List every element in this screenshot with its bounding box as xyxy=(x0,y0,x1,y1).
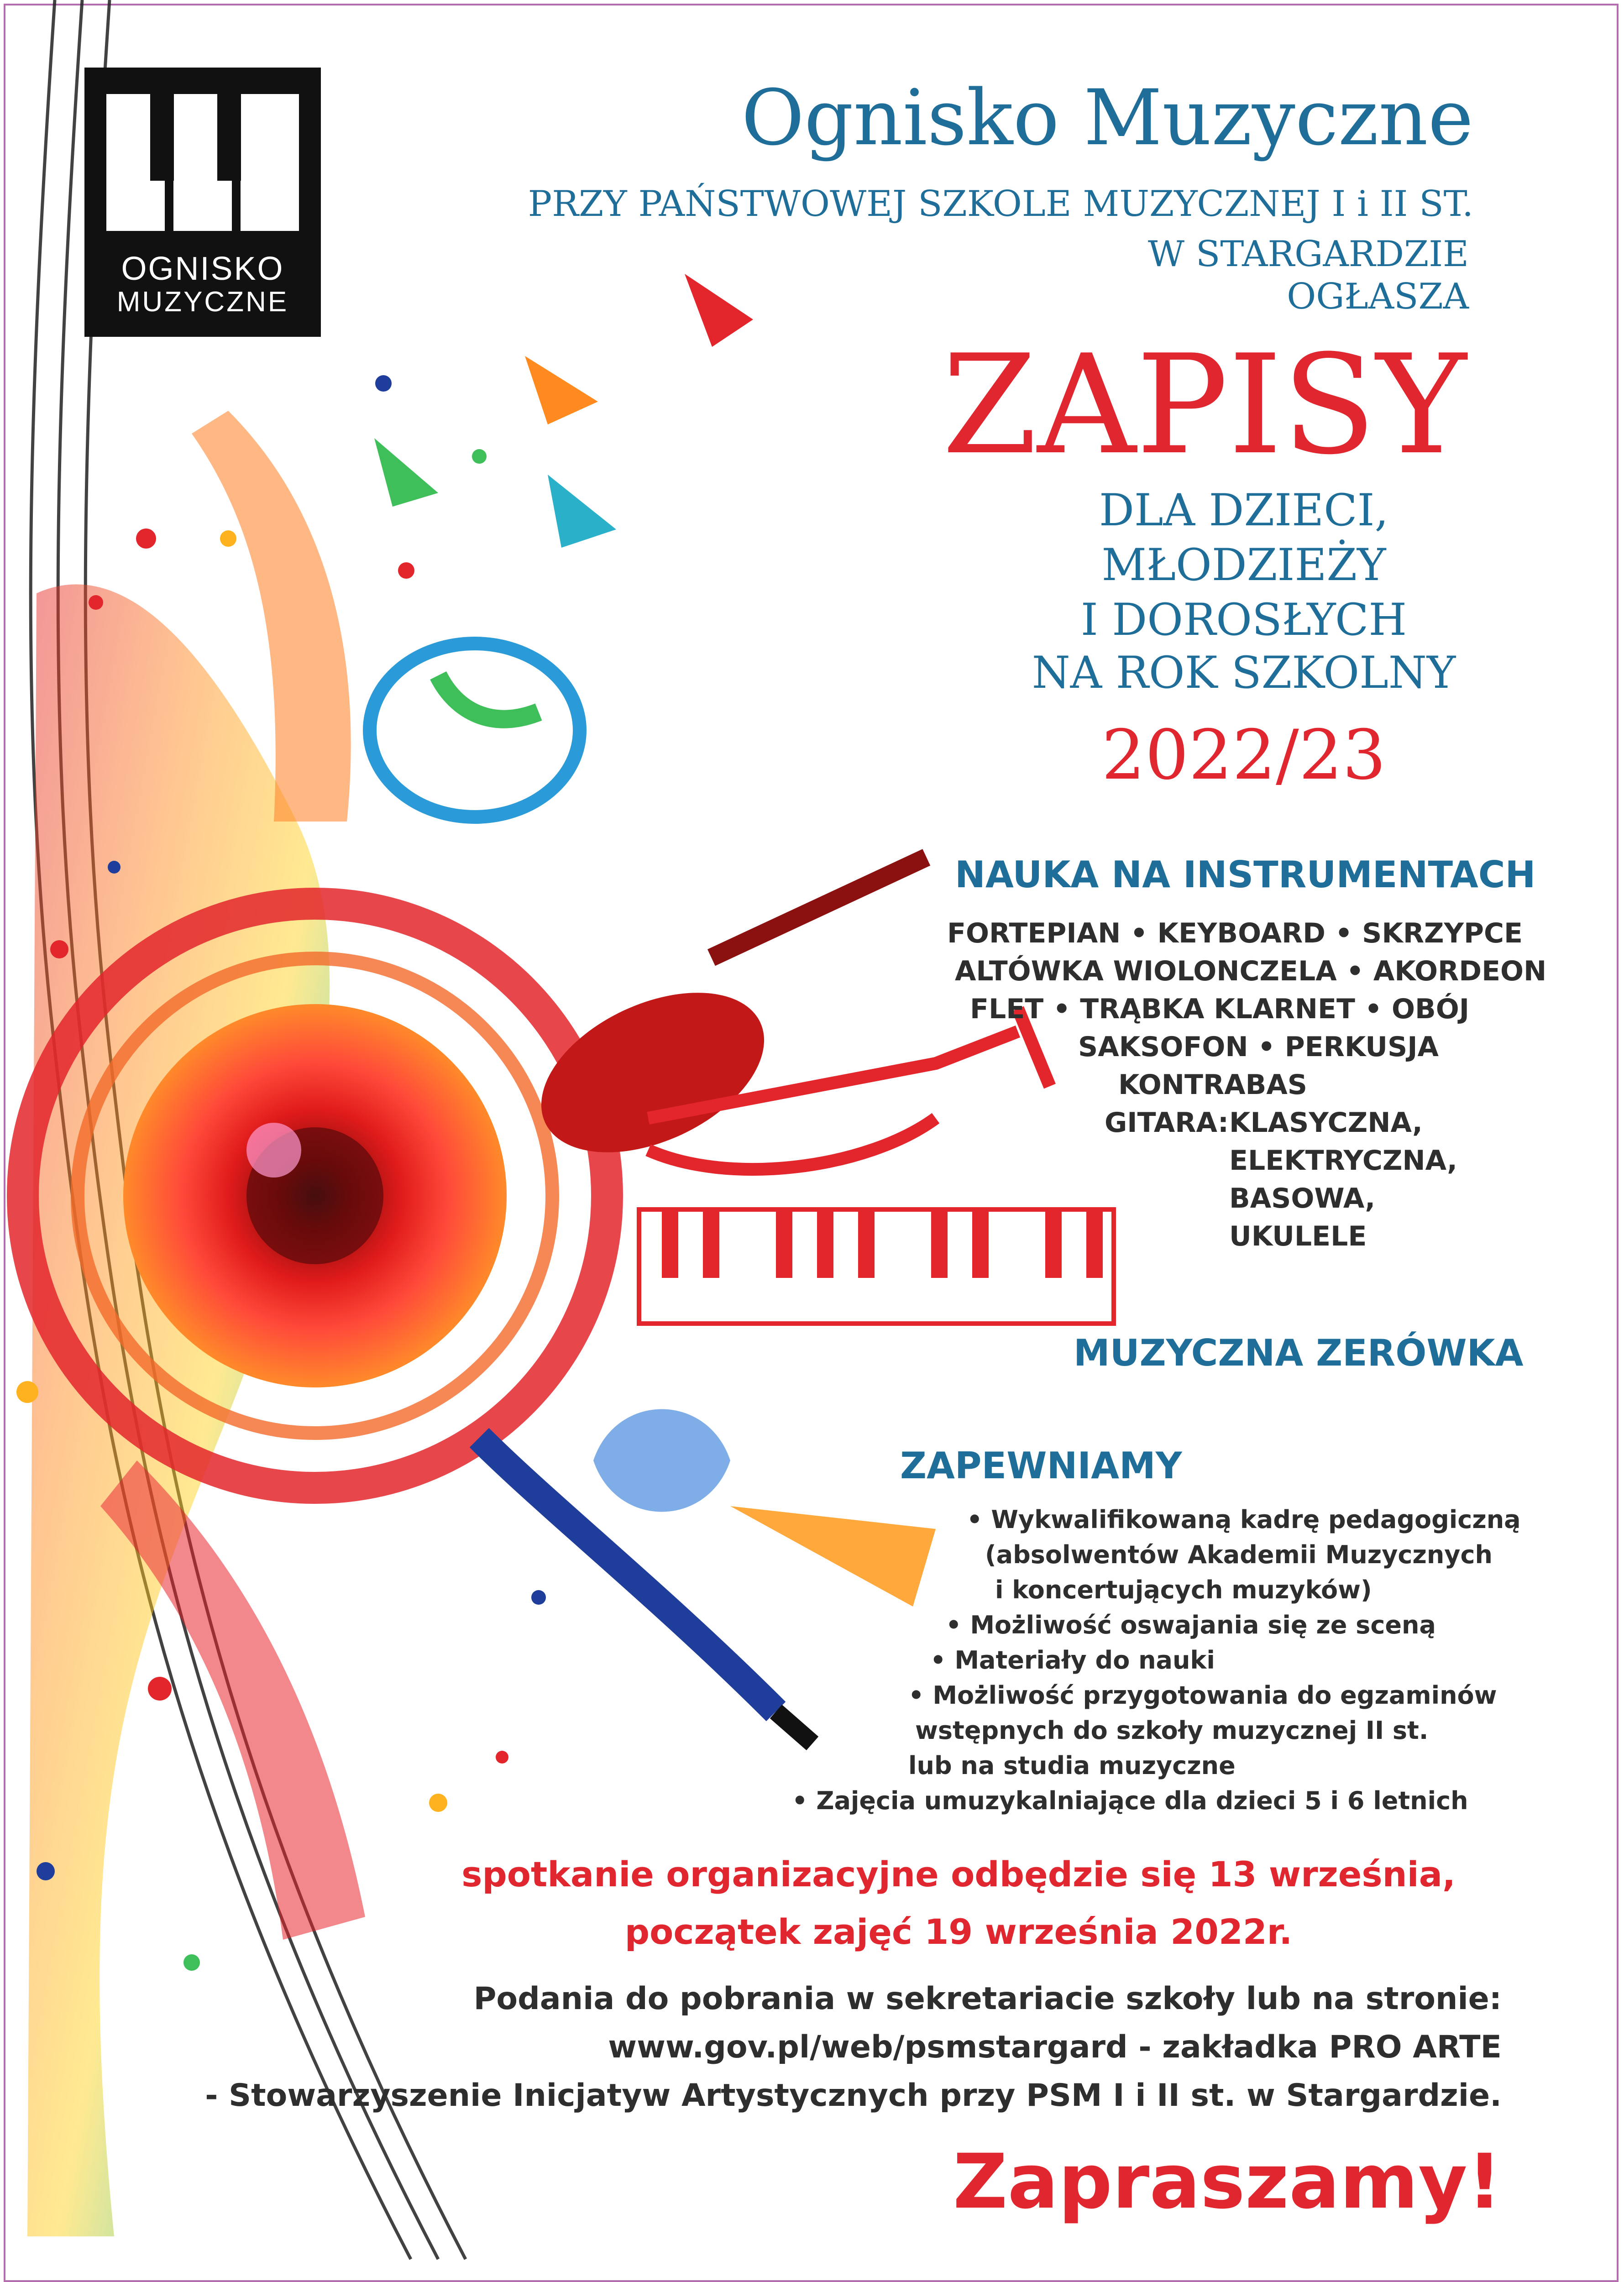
offer-line: • Materiały do nauki xyxy=(930,1646,1215,1675)
subtitle-city: W STARGARDZIE xyxy=(1147,234,1469,275)
audience-line: DLA DZIECI, xyxy=(1099,485,1389,536)
offer-line: (absolwentów Akademii Muzycznych xyxy=(985,1540,1493,1569)
page-title: Ognisko Muzyczne xyxy=(741,73,1473,162)
subtitle-announces: OGŁASZA xyxy=(1287,276,1469,317)
guitar-type: BASOWA, xyxy=(1229,1183,1376,1214)
offer-line: • Możliwość przygotowania do egzaminów xyxy=(908,1681,1497,1710)
offer-line: wstępnych do szkoły muzycznej II st. xyxy=(915,1716,1429,1745)
zerowka-heading: MUZYCZNA ZERÓWKA xyxy=(1074,1332,1524,1374)
info-website: www.gov.pl/web/psmstargard - zakładka PRO ARTE xyxy=(608,2029,1502,2065)
headline-zapisy: ZAPISY xyxy=(942,325,1467,485)
piano-keys-icon xyxy=(106,94,299,267)
logo-text-line1: OGNISKO xyxy=(121,251,284,287)
instruments-line: FORTEPIAN • KEYBOARD • SKRZYPCE xyxy=(947,917,1523,949)
meeting-line: spotkanie organizacyjne odbędzie się 13 września, xyxy=(461,1854,1456,1895)
ognisko-logo xyxy=(84,68,321,337)
guitar-type: UKULELE xyxy=(1229,1220,1367,1252)
audience-line: NA ROK SZKOLNY xyxy=(1032,647,1456,698)
audience-line: I DOROSŁYCH xyxy=(1080,594,1407,645)
guitar-type: KLASYCZNA, xyxy=(1229,1107,1423,1139)
logo-text-line2: MUZYCZNE xyxy=(116,286,289,318)
offer-line: • Możliwość oswajania się ze sceną xyxy=(946,1611,1436,1639)
offer-line: i koncertujących muzyków) xyxy=(995,1575,1372,1604)
audience-line: MŁODZIEŻY xyxy=(1101,539,1386,591)
subtitle-school: PRZY PAŃSTWOWEJ SZKOLE MUZYCZNEJ I i II ST. xyxy=(528,183,1473,225)
instruments-line: FLET • TRĄBKA KLARNET • OBÓJ xyxy=(970,993,1470,1025)
offer-line: • Wykwalifikowaną kadrę pedagogiczną xyxy=(967,1505,1521,1534)
guitar-type: ELEKTRYCZNA, xyxy=(1229,1145,1457,1177)
instruments-line: ALTÓWKA WIOLONCZELA • AKORDEON xyxy=(955,955,1547,987)
instruments-heading: NAUKA NA INSTRUMENTACH xyxy=(955,853,1536,896)
guitar-label: GITARA: xyxy=(1105,1107,1229,1139)
instruments-line: KONTRABAS xyxy=(1118,1069,1307,1101)
school-year: 2022/23 xyxy=(1101,716,1386,795)
offer-line: lub na studia muzyczne xyxy=(908,1751,1236,1780)
instruments-line: SAKSOFON • PERKUSJA xyxy=(1078,1031,1439,1063)
info-line: Podania do pobrania w sekretariacie szkoły lub na stronie: xyxy=(473,1981,1502,2017)
closing-invite: Zapraszamy! xyxy=(953,2138,1502,2225)
offer-line: • Zajęcia umuzykalniające dla dzieci 5 i 6 letnich xyxy=(792,1786,1468,1815)
offer-heading: ZAPEWNIAMY xyxy=(900,1445,1182,1487)
meeting-line: początek zajęć 19 września 2022r. xyxy=(624,1911,1293,1952)
info-line: - Stowarzyszenie Inicjatyw Artystycznych przy PSM I i II st. w Stargardzie. xyxy=(205,2078,1502,2114)
